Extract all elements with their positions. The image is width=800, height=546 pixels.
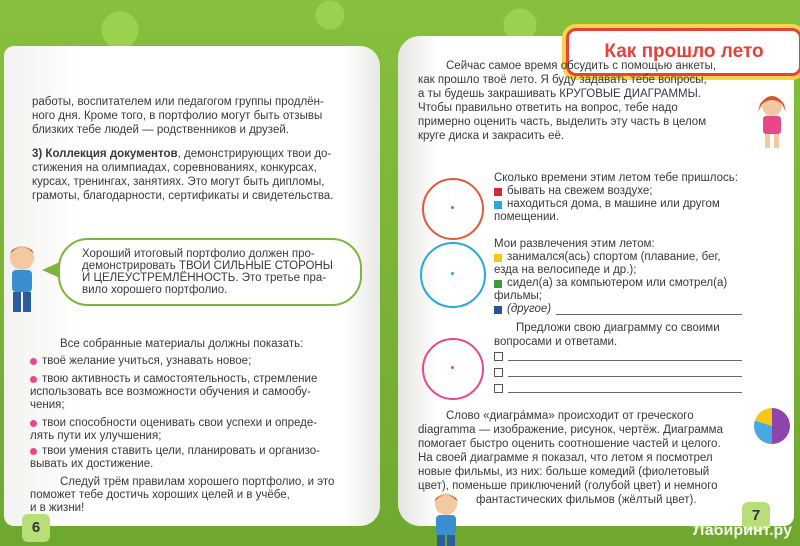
circle-center-dot [451, 366, 454, 369]
q2-option: фильмы; [494, 290, 542, 302]
bubble-line: Хороший итоговый портфолио должен про- [82, 248, 315, 260]
closing-line: поможет тебе достичь хороших целей и в учёбе, [30, 489, 290, 501]
intro-line: а ты будешь закрашивать КРУГОВЫЕ ДИАГРАММЫ. [418, 88, 701, 100]
bullet-line: твои умения ставить цели, планировать и организо- [42, 445, 321, 457]
checkbox[interactable] [494, 352, 503, 361]
collection-line: грамоты, благодарности, сертификаты и свидетельства. [32, 190, 334, 202]
q2-option: сидел(а) за компьютером или смотрел(а) [507, 277, 728, 289]
bubble-line: демонстрировать ТВОИ СИЛЬНЫЕ СТОРОНЫ [82, 260, 333, 272]
closing-line: На своей диаграмме я показал, что летом я посмотрел [418, 452, 713, 464]
checkbox[interactable] [494, 384, 503, 393]
watermark: Лабиринт.ру [693, 522, 792, 539]
q1-option: находиться дома, в машине или другом [507, 198, 720, 210]
collection-line: , демонстрирующих твои до- [177, 148, 332, 160]
bullet-dot [30, 420, 37, 427]
q2-option: езда на велосипеде и др.); [494, 264, 637, 276]
legend-swatch-green [494, 280, 502, 288]
bullet-dot [30, 376, 37, 383]
q2-option: занимался(ась) спортом (плавание, бег, [507, 251, 721, 263]
boy-character-illustration [2, 240, 42, 320]
q1-option: бывать на свежем воздухе; [507, 185, 653, 197]
closing-line: новые фильмы, из них: больше комедий (фиолетовый [418, 466, 710, 478]
intro-line: ного дня. Кроме того, в портфолио могут быть отзывы [32, 110, 323, 122]
closing-line: и в жизни! [30, 502, 85, 514]
answer-line[interactable] [508, 360, 742, 361]
answer-line[interactable] [556, 314, 742, 315]
bullet-line: использовать все возможности обучения и самообу- [30, 386, 311, 398]
collection-heading: 3) Коллекция документов [32, 148, 178, 160]
bubble-line: И ЦЕЛЕУСТРЕМЛЁННОСТЬ. Это третье пра- [82, 272, 327, 284]
q2-option-other: (другое) [507, 303, 552, 315]
intro-line: круге диска и закрасить её. [418, 130, 565, 142]
intro-line: близких тебе людей — родственников и друзей. [32, 124, 289, 136]
legend-swatch-yellow [494, 254, 502, 262]
boy-character-illustration [428, 490, 464, 546]
circle-center-dot [451, 206, 454, 209]
legend-swatch-red [494, 188, 502, 196]
answer-line[interactable] [508, 376, 742, 377]
page-title: Как прошло лето [604, 41, 764, 62]
materials-heading: Все собранные материалы должны показать: [60, 338, 304, 350]
pie-circle-q3[interactable] [422, 338, 484, 400]
bullet-dot [30, 358, 37, 365]
bubble-line: вило хорошего портфолио. [82, 284, 228, 296]
answer-line[interactable] [508, 392, 742, 393]
bullet-line: твою активность и самостоятельность, стремление [42, 373, 318, 385]
q1-option: помещении. [494, 211, 560, 223]
collection-paragraph [32, 148, 331, 162]
speech-bubble [58, 238, 362, 306]
bullet-line: вывать их достижение. [30, 458, 154, 470]
pie-circle-q2[interactable] [420, 242, 486, 308]
closing-line: Слово «диагра́мма» происходит от греческого [446, 410, 694, 422]
intro-line: Чтобы правильно ответить на вопрос, тебе надо [418, 102, 678, 114]
intro-line: работы, воспитателем или педагогом группы продлён- [32, 96, 324, 108]
circle-center-dot [451, 272, 454, 275]
closing-line: цвет), поменьше приключений (голубой цвет) и немного [418, 480, 718, 492]
closing-line: помогает быстро оценить соотношение частей и целого. [418, 438, 721, 450]
bullet-line: лять пути их улучшения; [30, 430, 162, 442]
q3-title-line: вопросами и ответами. [494, 336, 618, 348]
intro-line: как прошло твоё лето. Я буду задавать тебе вопросы, [418, 74, 707, 86]
page-number-right: 7 [742, 502, 770, 530]
q2-title: Мои развлечения этим летом: [494, 238, 655, 250]
girl-character-illustration [752, 90, 792, 152]
bullet-line: твои способности оценивать свои успехи и опреде- [42, 417, 318, 429]
collection-line: стижения на олимпиадах, соревнованиях, конкурсах, [32, 162, 317, 174]
checkbox[interactable] [494, 368, 503, 377]
bullet-line: чения; [30, 399, 65, 411]
page-number-left: 6 [22, 514, 50, 542]
legend-swatch-darkblue [494, 306, 502, 314]
example-pie-chart [752, 406, 792, 446]
pie-circle-q1[interactable] [422, 178, 484, 240]
pie-slice-комедии [772, 408, 790, 444]
intro-line: примерно оценить часть, выделить эту часть в целом [418, 116, 707, 128]
collection-line: курсах, тренингах, занятиях. Это могут быть дипломы, [32, 176, 325, 188]
closing-line: Следуй трём правилам хорошего портфолио, и это [60, 476, 335, 488]
q3-title-line: Предложи свою диаграмму со своими [516, 322, 720, 334]
closing-line: diagramma — изображение, рисунок, чертёж. Диаграмма [418, 424, 723, 436]
bullet-line: твоё желание учиться, узнавать новое; [42, 355, 252, 367]
intro-line: Сейчас самое время обсудить с помощью анкеты, [446, 60, 717, 72]
bullet-dot [30, 448, 37, 455]
q1-title: Сколько времени этим летом тебе пришлось: [494, 172, 738, 184]
legend-swatch-blue [494, 201, 502, 209]
closing-line: фантастических фильмов (жёлтый цвет). [476, 494, 697, 506]
